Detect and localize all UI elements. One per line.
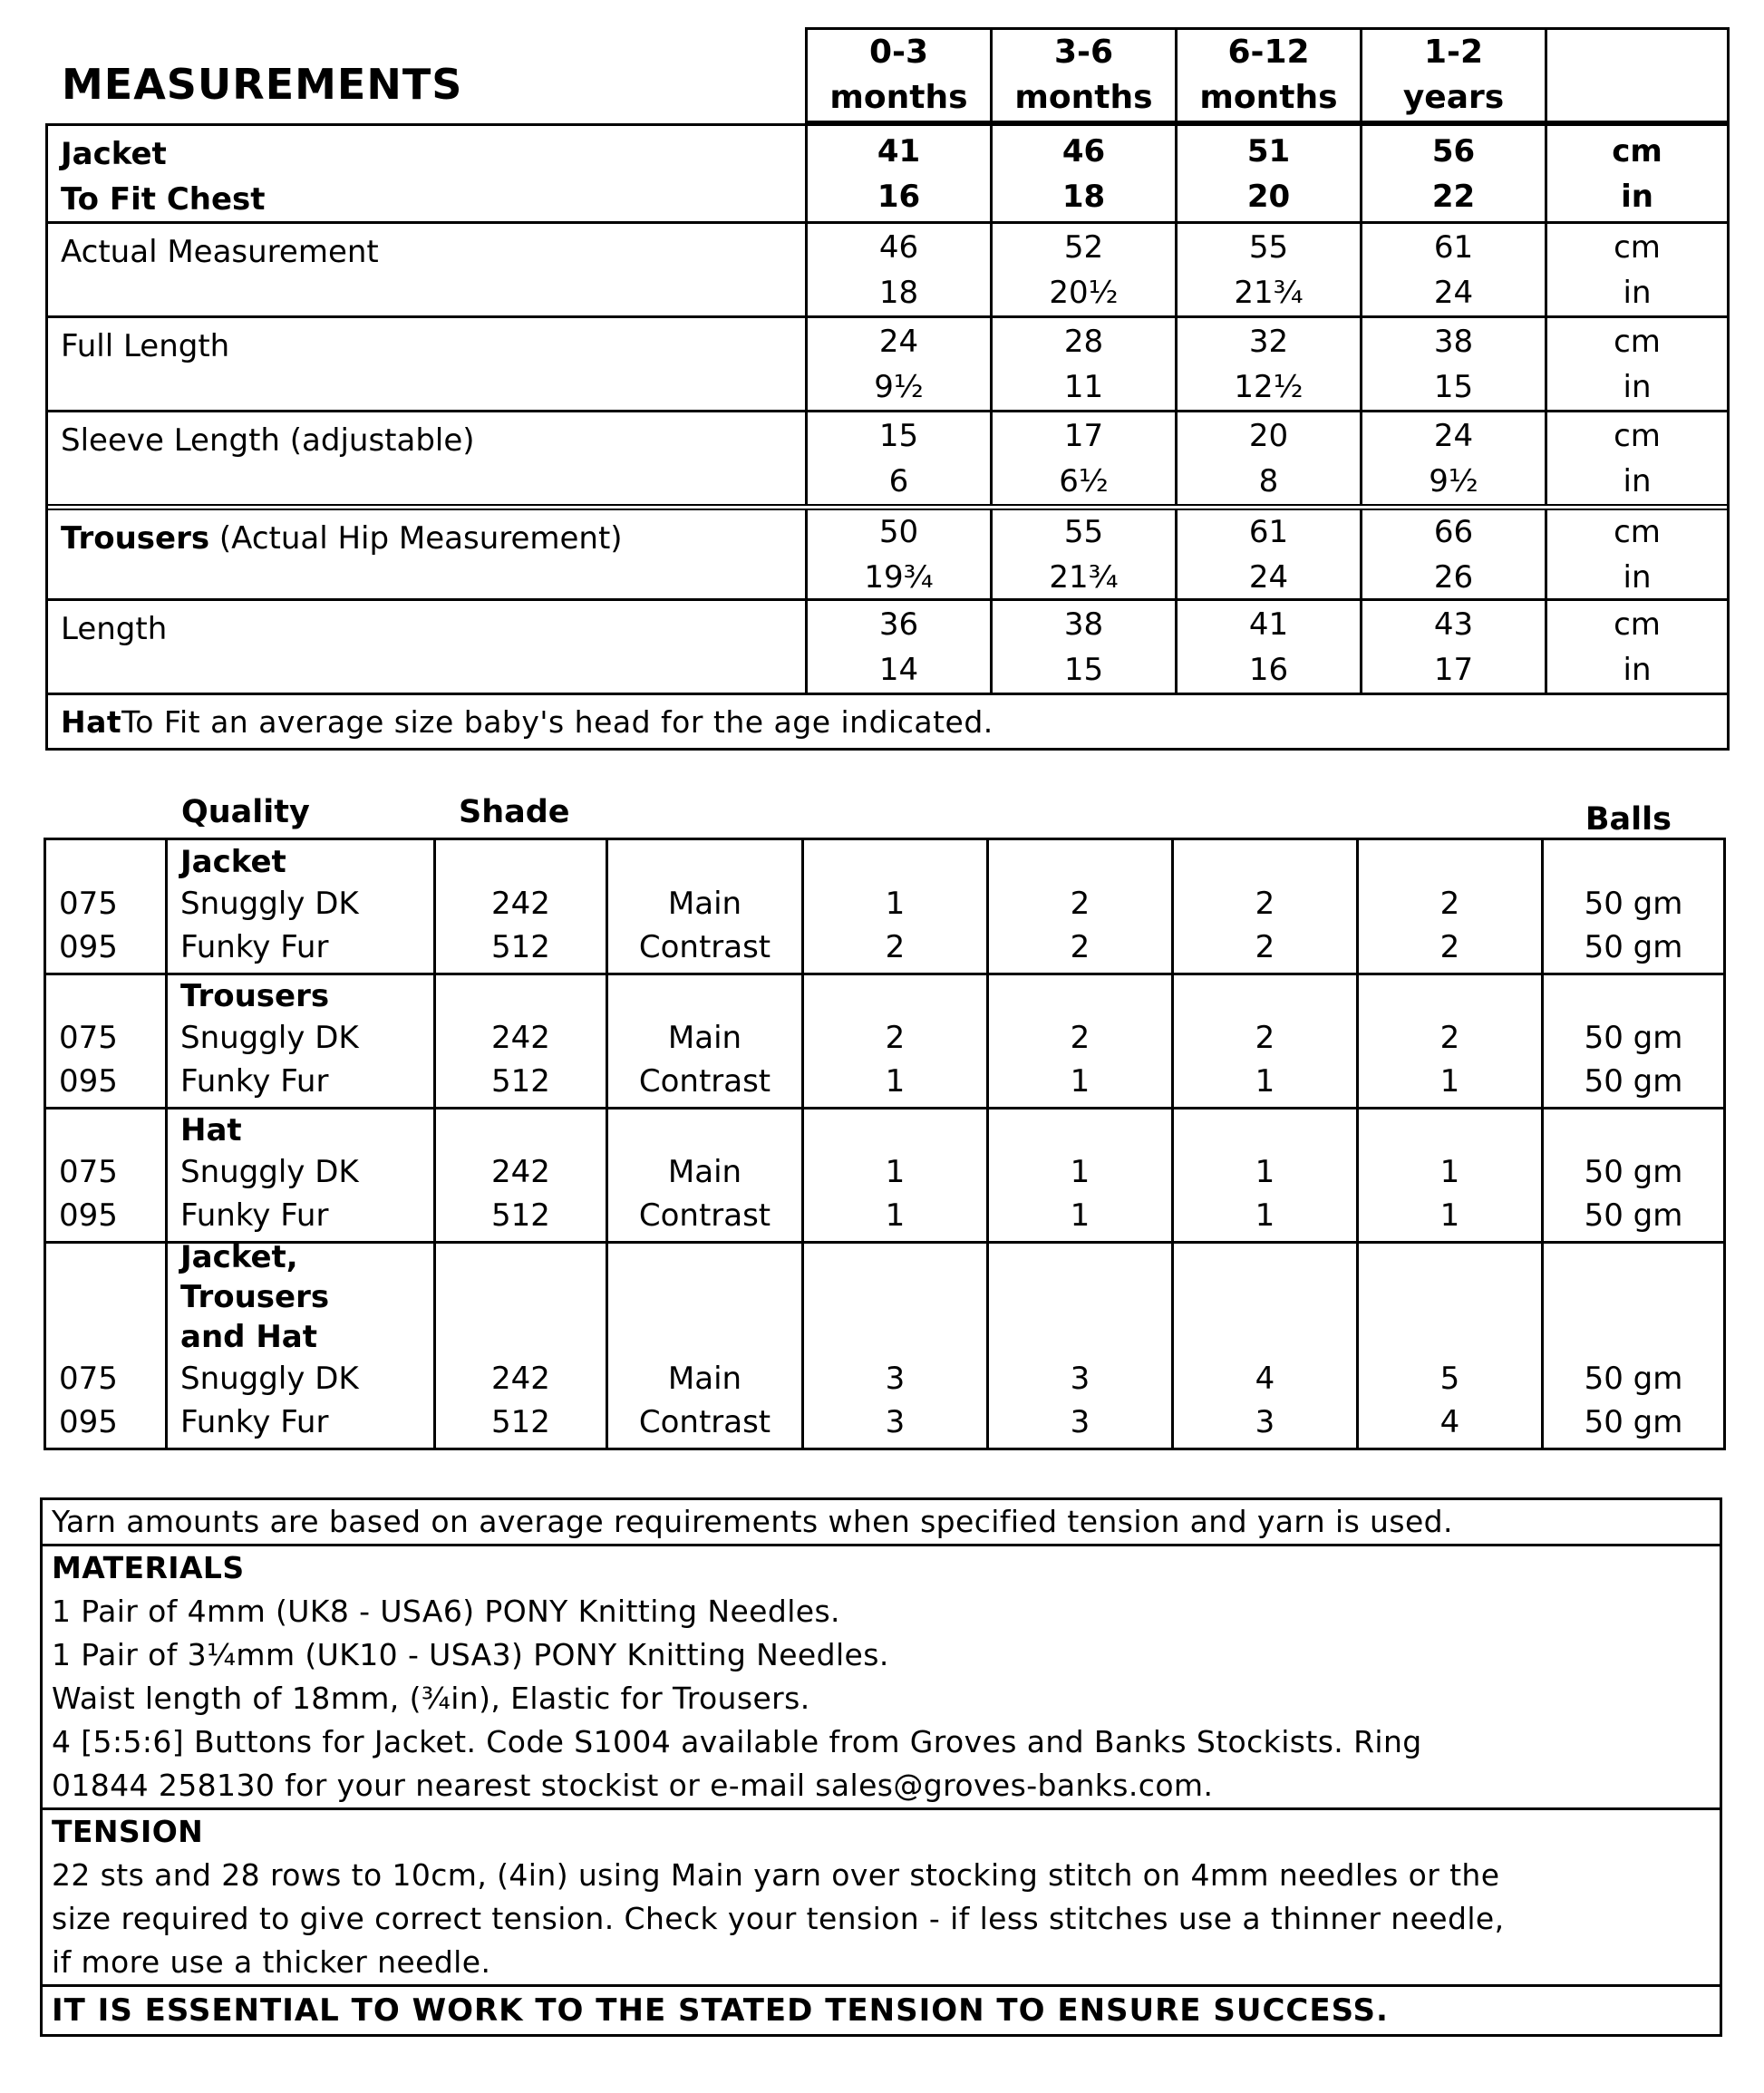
group-title: Hat (180, 1112, 242, 1148)
value-cm: 46 (878, 228, 919, 266)
measurement-cell (993, 510, 1178, 598)
value-in: 12½ (1234, 368, 1304, 405)
yarn-role: Contrast (638, 1404, 771, 1440)
size-header (1178, 30, 1362, 121)
balls-cell (1544, 840, 1723, 973)
value-in: 24 (1248, 558, 1289, 596)
yarn-quality: Funky Fur (180, 1197, 329, 1234)
value-cm: 28 (1063, 323, 1104, 360)
ball-count-cell (989, 840, 1174, 973)
hat-note (48, 693, 1727, 748)
yarn-code: 075 (59, 1361, 118, 1397)
balls-cell (1544, 1244, 1723, 1448)
tension-section (43, 1807, 1720, 1984)
value-cm: 32 (1248, 323, 1289, 360)
value-cm: 52 (1063, 228, 1104, 266)
shade-number: 512 (491, 1404, 550, 1440)
materials-line: 4 [5:5:6] Buttons for Jacket. Code S1004 available from Groves and Banks Stockists. Ring (52, 1724, 1422, 1759)
unit-cell (1547, 601, 1727, 693)
value-in: 9½ (1429, 462, 1478, 499)
ball-count: 2 (1439, 929, 1460, 965)
value-cm: 20 (1248, 417, 1289, 454)
value-cm: 24 (1433, 417, 1474, 454)
materials-heading: MATERIALS (52, 1550, 245, 1585)
value-cm: 41 (1248, 606, 1289, 643)
code-cell (46, 975, 168, 1107)
quality-cell (168, 1239, 436, 1448)
ball-count: 4 (1439, 1404, 1460, 1440)
yarn-quality: Snuggly DK (180, 1020, 359, 1056)
role-cell (608, 1109, 804, 1241)
ball-count-cell (1174, 1244, 1359, 1448)
size-header-line1: 6-12 (1227, 34, 1310, 71)
unit-in: in (1623, 462, 1652, 499)
ball-count: 4 (1255, 1361, 1275, 1397)
ball-weight: 50 gm (1584, 1197, 1683, 1234)
ball-count-cell (1359, 840, 1544, 973)
unit-cell (1547, 224, 1727, 315)
measurements-body (45, 123, 1730, 751)
ball-count: 1 (1255, 1154, 1275, 1190)
measurement-label-bold: Trousers (61, 520, 210, 557)
tension-line: size required to give correct tension. Check your tension - if less stitches use a thinner needle, (52, 1901, 1505, 1936)
yarn-code: 075 (59, 1154, 118, 1190)
value-cm: 56 (1431, 132, 1476, 170)
ball-count-cell (804, 975, 989, 1107)
unit-cm: cm (1612, 132, 1662, 170)
yarn-note: Yarn amounts are based on average requirements when specified tension and yarn is used. (52, 1504, 1453, 1539)
ball-count-cell (1174, 1109, 1359, 1241)
ball-count: 1 (1070, 1197, 1090, 1234)
measurement-row (48, 504, 1727, 598)
yarn-role: Main (667, 1154, 742, 1190)
measurement-label-rest: (Actual Hip Measurement) (209, 520, 623, 557)
balls-header: Balls (1585, 801, 1672, 838)
quality-cell (168, 975, 436, 1107)
measurement-label-text: Actual Measurement (61, 234, 379, 270)
ball-count: 1 (1070, 1063, 1090, 1100)
quality-header: Quality (181, 794, 310, 830)
yarn-code: 095 (59, 1063, 118, 1100)
unit-cm: cm (1614, 323, 1661, 360)
value-in: 21¾ (1049, 558, 1119, 596)
unit-cell (1547, 412, 1727, 504)
measurements-table (45, 27, 1730, 751)
ball-count: 3 (1070, 1361, 1090, 1397)
measurement-label-bold: Jacket (61, 136, 167, 172)
materials-section (43, 1544, 1720, 1807)
shade-number: 242 (491, 1154, 550, 1190)
unit-in: in (1621, 178, 1653, 215)
value-cm: 51 (1246, 132, 1291, 170)
measurement-label-line2: To Fit Chest (61, 181, 266, 218)
ball-weight: 50 gm (1584, 1361, 1683, 1397)
unit-cm: cm (1614, 417, 1661, 454)
yarn-group (46, 1241, 1723, 1448)
measurement-label (48, 601, 808, 693)
unit-in: in (1623, 368, 1652, 405)
measurement-row (48, 221, 1727, 315)
ball-weight: 50 gm (1584, 1154, 1683, 1190)
value-in: 8 (1258, 462, 1279, 499)
yarn-role: Contrast (638, 929, 771, 965)
ball-count: 2 (885, 1020, 906, 1056)
value-cm: 55 (1063, 513, 1104, 550)
measurement-label (48, 412, 808, 504)
measurement-cell (808, 224, 993, 315)
ball-count: 2 (1255, 1020, 1275, 1056)
ball-count: 3 (1070, 1404, 1090, 1440)
ball-count: 1 (885, 1154, 906, 1190)
tension-line: if more use a thicker needle. (52, 1944, 491, 1980)
measurement-cell (1362, 412, 1547, 504)
shade-number: 512 (491, 1063, 550, 1100)
value-in: 9½ (874, 368, 924, 405)
measurement-cell (993, 224, 1178, 315)
value-in: 20½ (1049, 274, 1119, 311)
ball-count-cell (989, 1109, 1174, 1241)
value-cm: 15 (878, 417, 919, 454)
measurement-row (48, 598, 1727, 693)
yarn-quality: Snuggly DK (180, 1361, 359, 1397)
unit-cell (1547, 510, 1727, 598)
value-cm: 61 (1433, 228, 1474, 266)
value-in: 22 (1431, 178, 1476, 215)
role-cell (608, 975, 804, 1107)
measurement-row (48, 315, 1727, 410)
size-header-line1: 1-2 (1423, 34, 1484, 71)
value-in: 18 (878, 274, 919, 311)
yarn-role: Main (667, 1020, 742, 1056)
yarn-quality: Funky Fur (180, 1063, 329, 1100)
value-in: 16 (877, 178, 921, 215)
size-header-row (805, 27, 1730, 123)
measurement-row (48, 410, 1727, 504)
measurement-label (48, 510, 808, 598)
measurement-cell (1362, 126, 1547, 221)
unit-in: in (1623, 274, 1652, 311)
role-cell (608, 840, 804, 973)
value-cm: 38 (1433, 323, 1474, 360)
size-header (993, 30, 1178, 121)
value-cm: 43 (1433, 606, 1474, 643)
yarn-role: Main (667, 1361, 742, 1397)
ball-weight: 50 gm (1584, 1063, 1683, 1100)
ball-count: 1 (885, 1197, 906, 1234)
ball-count: 1 (885, 1063, 906, 1100)
value-in: 19¾ (864, 558, 934, 596)
size-header-line2: years (1402, 79, 1505, 116)
ball-count: 2 (1255, 886, 1275, 922)
yarn-code: 095 (59, 1197, 118, 1234)
size-header-line2: months (829, 79, 968, 116)
code-cell (46, 1109, 168, 1241)
measurement-cell (1178, 224, 1362, 315)
group-title: and Hat (180, 1319, 317, 1355)
materials-line: 1 Pair of 4mm (UK8 - USA6) PONY Knitting Needles. (52, 1594, 840, 1629)
unit-cm: cm (1614, 513, 1661, 550)
measurement-cell (1178, 126, 1362, 221)
size-header-line2: months (1014, 79, 1153, 116)
tension-heading: TENSION (52, 1814, 204, 1849)
value-in: 24 (1433, 274, 1474, 311)
ball-count-cell (804, 840, 989, 973)
value-cm: 61 (1248, 513, 1289, 550)
measurement-label-text: Length (61, 611, 168, 647)
measurement-cell (993, 126, 1178, 221)
value-cm: 46 (1061, 132, 1106, 170)
hat-note-bold: Hat (61, 703, 122, 740)
value-cm: 17 (1063, 417, 1104, 454)
yarn-code: 075 (59, 886, 118, 922)
ball-count: 2 (1070, 929, 1090, 965)
yarn-group (46, 973, 1723, 1107)
balls-cell (1544, 1109, 1723, 1241)
essential-note: IT IS ESSENTIAL TO WORK TO THE STATED TENSION TO ENSURE SUCCESS. (43, 1984, 1720, 2034)
value-in: 6 (888, 462, 909, 499)
value-cm: 38 (1063, 606, 1104, 643)
shade-cell (436, 1244, 608, 1448)
yarn-quality: Snuggly DK (180, 886, 359, 922)
yarn-quality: Snuggly DK (180, 1154, 359, 1190)
measurement-cell (993, 601, 1178, 693)
measurement-cell (808, 510, 993, 598)
unit-header (1547, 30, 1727, 121)
ball-count: 2 (1255, 929, 1275, 965)
ball-count: 3 (885, 1404, 906, 1440)
shade-cell (436, 975, 608, 1107)
ball-count-cell (1359, 1244, 1544, 1448)
measurement-cell (1178, 510, 1362, 598)
ball-count: 1 (885, 886, 906, 922)
tension-line: 22 sts and 28 rows to 10cm, (4in) using Main yarn over stocking stitch on 4mm needles or the (52, 1857, 1500, 1893)
value-cm: 24 (878, 323, 919, 360)
shade-number: 242 (491, 886, 550, 922)
measurement-cell (993, 412, 1178, 504)
measurement-cell (993, 318, 1178, 410)
value-in: 20 (1246, 178, 1291, 215)
measurement-cell (1178, 318, 1362, 410)
value-cm: 36 (878, 606, 919, 643)
yarn-header (44, 790, 1726, 838)
group-title: Jacket, (180, 1239, 298, 1275)
ball-count: 5 (1439, 1361, 1460, 1397)
measurement-label (48, 126, 808, 221)
ball-count: 2 (885, 929, 906, 965)
hat-note-text: To Fit an average size baby's head for the age indicated. (121, 703, 993, 740)
shade-cell (436, 1109, 608, 1241)
measurements-title: MEASUREMENTS (62, 60, 463, 109)
value-in: 17 (1433, 651, 1474, 688)
ball-weight: 50 gm (1584, 929, 1683, 965)
ball-count: 2 (1439, 1020, 1460, 1056)
yarn-role: Contrast (638, 1197, 771, 1234)
value-cm: 41 (877, 132, 921, 170)
value-in: 26 (1433, 558, 1474, 596)
measurement-cell (808, 126, 993, 221)
balls-cell (1544, 975, 1723, 1107)
materials-line: 1 Pair of 3¼mm (UK10 - USA3) PONY Knitting Needles. (52, 1637, 889, 1672)
measurement-cell (1362, 224, 1547, 315)
value-in: 14 (878, 651, 919, 688)
measurement-cell (808, 318, 993, 410)
ball-count: 1 (1439, 1197, 1460, 1234)
ball-count: 3 (1255, 1404, 1275, 1440)
unit-in: in (1623, 651, 1652, 688)
ball-count: 1 (1439, 1154, 1460, 1190)
ball-count-cell (989, 975, 1174, 1107)
unit-cell (1547, 126, 1727, 221)
yarn-code: 095 (59, 1404, 118, 1440)
value-cm: 55 (1248, 228, 1289, 266)
ball-weight: 50 gm (1584, 1020, 1683, 1056)
ball-count-cell (989, 1244, 1174, 1448)
unit-in: in (1623, 558, 1652, 596)
group-title: Trousers (180, 1279, 330, 1315)
yarn-quality: Funky Fur (180, 929, 329, 965)
size-header (1362, 30, 1547, 121)
size-header-line1: 3-6 (1053, 34, 1114, 71)
measurement-label-text: Sleeve Length (adjustable) (61, 422, 475, 459)
group-title: Jacket (180, 844, 286, 880)
materials-line: 01844 258130 for your nearest stockist or e-mail sales@groves-banks.com. (52, 1768, 1214, 1803)
ball-count-cell (1174, 975, 1359, 1107)
shade-number: 512 (491, 929, 550, 965)
measurement-cell (1362, 510, 1547, 598)
ball-count: 2 (1070, 1020, 1090, 1056)
yarn-table (44, 790, 1726, 1450)
ball-count: 2 (1070, 886, 1090, 922)
ball-count: 1 (1255, 1063, 1275, 1100)
unit-cm: cm (1614, 606, 1661, 643)
measurement-row (48, 123, 1727, 221)
info-box (40, 1497, 1722, 2037)
shade-cell (436, 840, 608, 973)
ball-count-cell (1359, 975, 1544, 1107)
yarn-note-section (43, 1500, 1720, 1544)
value-in: 21¾ (1234, 274, 1304, 311)
ball-count: 1 (1070, 1154, 1090, 1190)
ball-count-cell (804, 1109, 989, 1241)
value-in: 16 (1248, 651, 1289, 688)
measurement-cell (808, 412, 993, 504)
ball-weight: 50 gm (1584, 1404, 1683, 1440)
ball-count-cell (1359, 1109, 1544, 1241)
yarn-quality: Funky Fur (180, 1404, 329, 1440)
value-in: 15 (1433, 368, 1474, 405)
size-header (808, 30, 993, 121)
measurement-cell (1362, 318, 1547, 410)
value-in: 18 (1061, 178, 1106, 215)
ball-weight: 50 gm (1584, 886, 1683, 922)
unit-cm: cm (1614, 228, 1661, 266)
measurement-label (48, 318, 808, 410)
yarn-role: Main (667, 886, 742, 922)
ball-count: 2 (1439, 886, 1460, 922)
shade-number: 242 (491, 1020, 550, 1056)
group-title: Trousers (180, 978, 330, 1014)
size-header-line2: months (1199, 79, 1338, 116)
value-in: 15 (1063, 651, 1104, 688)
shade-number: 242 (491, 1361, 550, 1397)
size-header-line1: 0-3 (868, 34, 929, 71)
yarn-code: 095 (59, 929, 118, 965)
unit-cell (1547, 318, 1727, 410)
value-cm: 66 (1433, 513, 1474, 550)
value-cm: 50 (878, 513, 919, 550)
shade-number: 512 (491, 1197, 550, 1234)
ball-count: 1 (1255, 1197, 1275, 1234)
yarn-body (44, 838, 1726, 1450)
value-in: 6½ (1059, 462, 1109, 499)
value-in: 11 (1063, 368, 1104, 405)
measurement-cell (808, 601, 993, 693)
ball-count-cell (1174, 840, 1359, 973)
materials-line: Waist length of 18mm, (¾in), Elastic for Trousers. (52, 1681, 810, 1716)
measurement-label (48, 224, 808, 315)
role-cell (608, 1244, 804, 1448)
ball-count: 3 (885, 1361, 906, 1397)
measurement-label-text: Full Length (61, 328, 230, 364)
measurement-cell (1362, 601, 1547, 693)
code-cell (46, 840, 168, 973)
yarn-role: Contrast (638, 1063, 771, 1100)
shade-header: Shade (459, 794, 570, 830)
ball-count: 1 (1439, 1063, 1460, 1100)
ball-count-cell (804, 1244, 989, 1448)
code-cell (46, 1244, 168, 1448)
yarn-group (46, 840, 1723, 973)
yarn-code: 075 (59, 1020, 118, 1056)
quality-cell (168, 1109, 436, 1241)
measurement-cell (1178, 412, 1362, 504)
yarn-group (46, 1107, 1723, 1241)
measurement-cell (1178, 601, 1362, 693)
quality-cell (168, 840, 436, 973)
